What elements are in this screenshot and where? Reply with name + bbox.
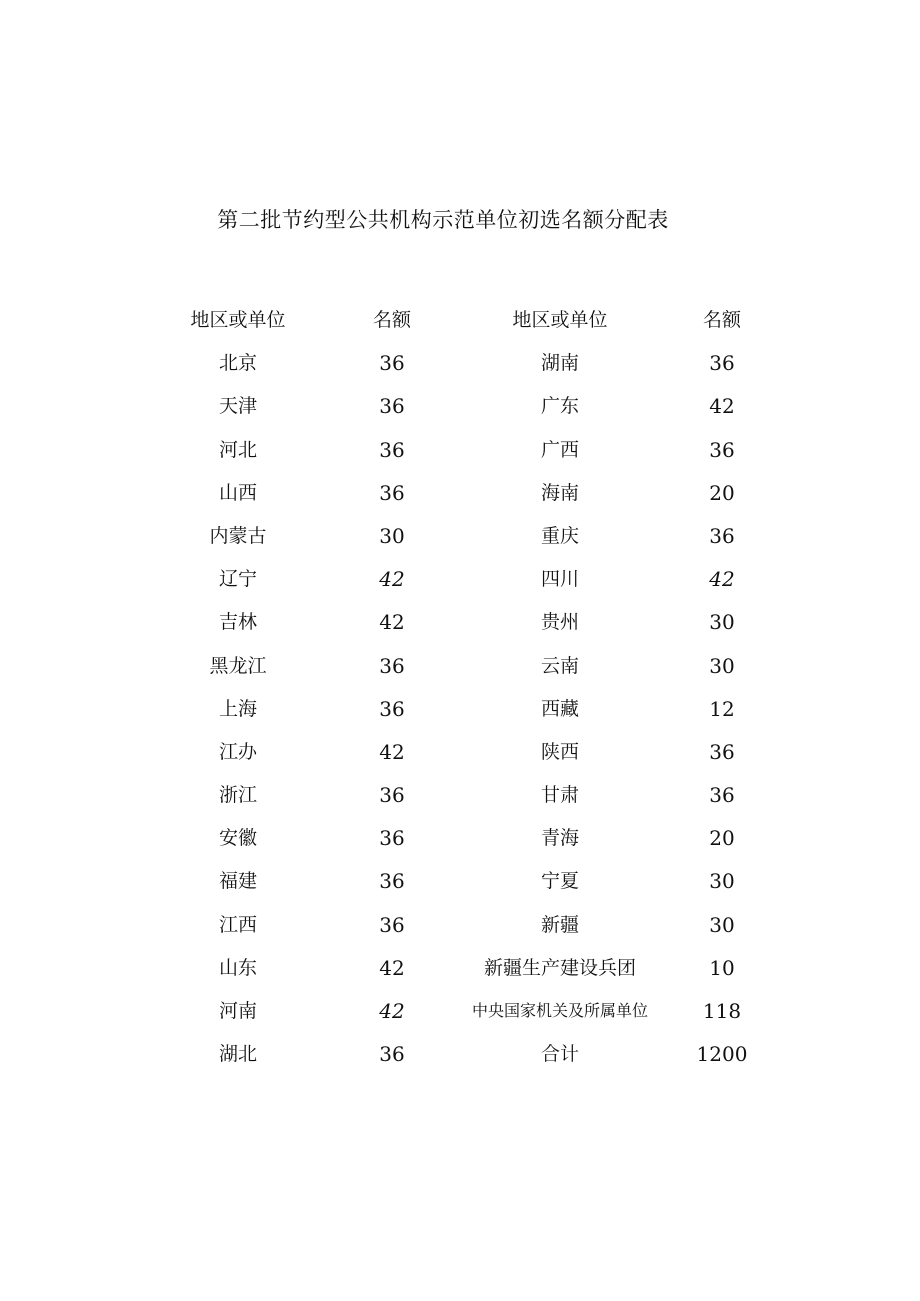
quota-cell: 36 xyxy=(379,437,405,462)
quota-cell: 30 xyxy=(709,610,735,635)
region-cell: 安徽 xyxy=(218,827,257,850)
table-row xyxy=(0,907,920,950)
quota-cell: 36 xyxy=(379,696,405,721)
quota-cell: 42 xyxy=(709,567,735,592)
header-region-right: 地区或单位 xyxy=(512,309,608,331)
quota-cell: 36 xyxy=(709,523,735,548)
quota-cell: 30 xyxy=(379,523,405,548)
region-cell: 吉林 xyxy=(218,611,257,634)
region-cell: 浙江 xyxy=(218,784,257,807)
quota-cell: 30 xyxy=(709,912,735,937)
page-title: 第二批节约型公共机构示范单位初选名额分配表 xyxy=(217,208,669,232)
region-cell: 河北 xyxy=(218,438,257,461)
header-quota-right: 名额 xyxy=(702,309,741,331)
region-cell: 内蒙古 xyxy=(209,524,267,547)
region-cell: 青海 xyxy=(540,827,579,850)
quota-cell: 36 xyxy=(379,1042,405,1067)
table-row xyxy=(0,863,920,906)
table-header-row xyxy=(0,302,920,345)
quota-cell: 20 xyxy=(709,480,735,505)
table-row xyxy=(0,1036,920,1079)
table-row xyxy=(0,820,920,863)
quota-cell: 36 xyxy=(379,653,405,678)
region-cell: 天津 xyxy=(218,395,257,418)
total-value-cell: 1200 xyxy=(696,1042,748,1067)
region-cell: 甘肃 xyxy=(540,784,579,807)
region-cell: 山东 xyxy=(218,956,257,979)
header-region-left: 地区或单位 xyxy=(190,309,286,331)
quota-cell: 36 xyxy=(379,826,405,851)
quota-cell: 12 xyxy=(709,696,735,721)
region-cell: 陕西 xyxy=(540,740,579,763)
quota-cell: 10 xyxy=(709,955,735,980)
quota-cell: 42 xyxy=(709,394,735,419)
quota-cell: 36 xyxy=(379,783,405,808)
table-row xyxy=(0,604,920,647)
quota-cell: 36 xyxy=(379,394,405,419)
region-cell: 湖南 xyxy=(540,352,579,375)
region-cell: 上海 xyxy=(218,697,257,720)
header-quota-left: 名额 xyxy=(372,309,411,331)
table-row xyxy=(0,432,920,475)
table-row xyxy=(0,345,920,388)
quota-cell: 36 xyxy=(709,437,735,462)
region-cell: 贵州 xyxy=(540,611,579,634)
quota-cell: 42 xyxy=(379,739,405,764)
table-row xyxy=(0,950,920,993)
region-cell: 广西 xyxy=(540,438,579,461)
quota-cell: 42 xyxy=(379,610,405,635)
region-cell: 海南 xyxy=(540,481,579,504)
table-row xyxy=(0,648,920,691)
region-cell: 黑龙江 xyxy=(209,654,267,677)
region-cell: 新疆 xyxy=(540,913,579,936)
region-cell: 湖北 xyxy=(218,1043,257,1066)
region-cell: 福建 xyxy=(218,870,257,893)
table-row xyxy=(0,777,920,820)
region-cell: 重庆 xyxy=(540,524,579,547)
region-cell: 云南 xyxy=(540,654,579,677)
table-row xyxy=(0,518,920,561)
quota-cell: 30 xyxy=(709,869,735,894)
region-cell: 辽宁 xyxy=(218,568,257,591)
table-row xyxy=(0,475,920,518)
region-cell: 河南 xyxy=(218,1000,257,1022)
quota-cell: 42 xyxy=(379,567,405,592)
quota-cell: 36 xyxy=(709,739,735,764)
region-cell: 山西 xyxy=(218,481,257,504)
region-cell: 宁夏 xyxy=(540,870,579,893)
quota-cell: 36 xyxy=(379,480,405,505)
quota-cell: 30 xyxy=(709,653,735,678)
quota-cell: 36 xyxy=(709,783,735,808)
quota-cell: 118 xyxy=(702,999,742,1023)
region-cell: 中央国家机关及所属单位 xyxy=(471,1001,648,1020)
region-cell: 江西 xyxy=(218,913,257,936)
quota-table xyxy=(0,302,920,1079)
region-cell: 广东 xyxy=(540,395,579,418)
quota-cell: 42 xyxy=(379,999,405,1023)
quota-cell: 36 xyxy=(379,869,405,894)
quota-cell: 36 xyxy=(379,912,405,937)
quota-cell: 42 xyxy=(379,955,405,980)
table-row xyxy=(0,388,920,431)
table-row xyxy=(0,993,920,1036)
table-row xyxy=(0,691,920,734)
table-row xyxy=(0,734,920,777)
total-label-cell: 合计 xyxy=(540,1043,579,1066)
region-cell: 新疆生产建设兵团 xyxy=(483,956,636,979)
region-cell: 西藏 xyxy=(540,697,579,720)
quota-cell: 36 xyxy=(709,351,735,376)
region-cell: 北京 xyxy=(218,352,257,375)
region-cell: 四川 xyxy=(540,568,579,591)
quota-cell: 36 xyxy=(379,351,405,376)
table-row xyxy=(0,561,920,604)
quota-cell: 20 xyxy=(709,826,735,851)
region-cell: 江办 xyxy=(218,740,257,763)
